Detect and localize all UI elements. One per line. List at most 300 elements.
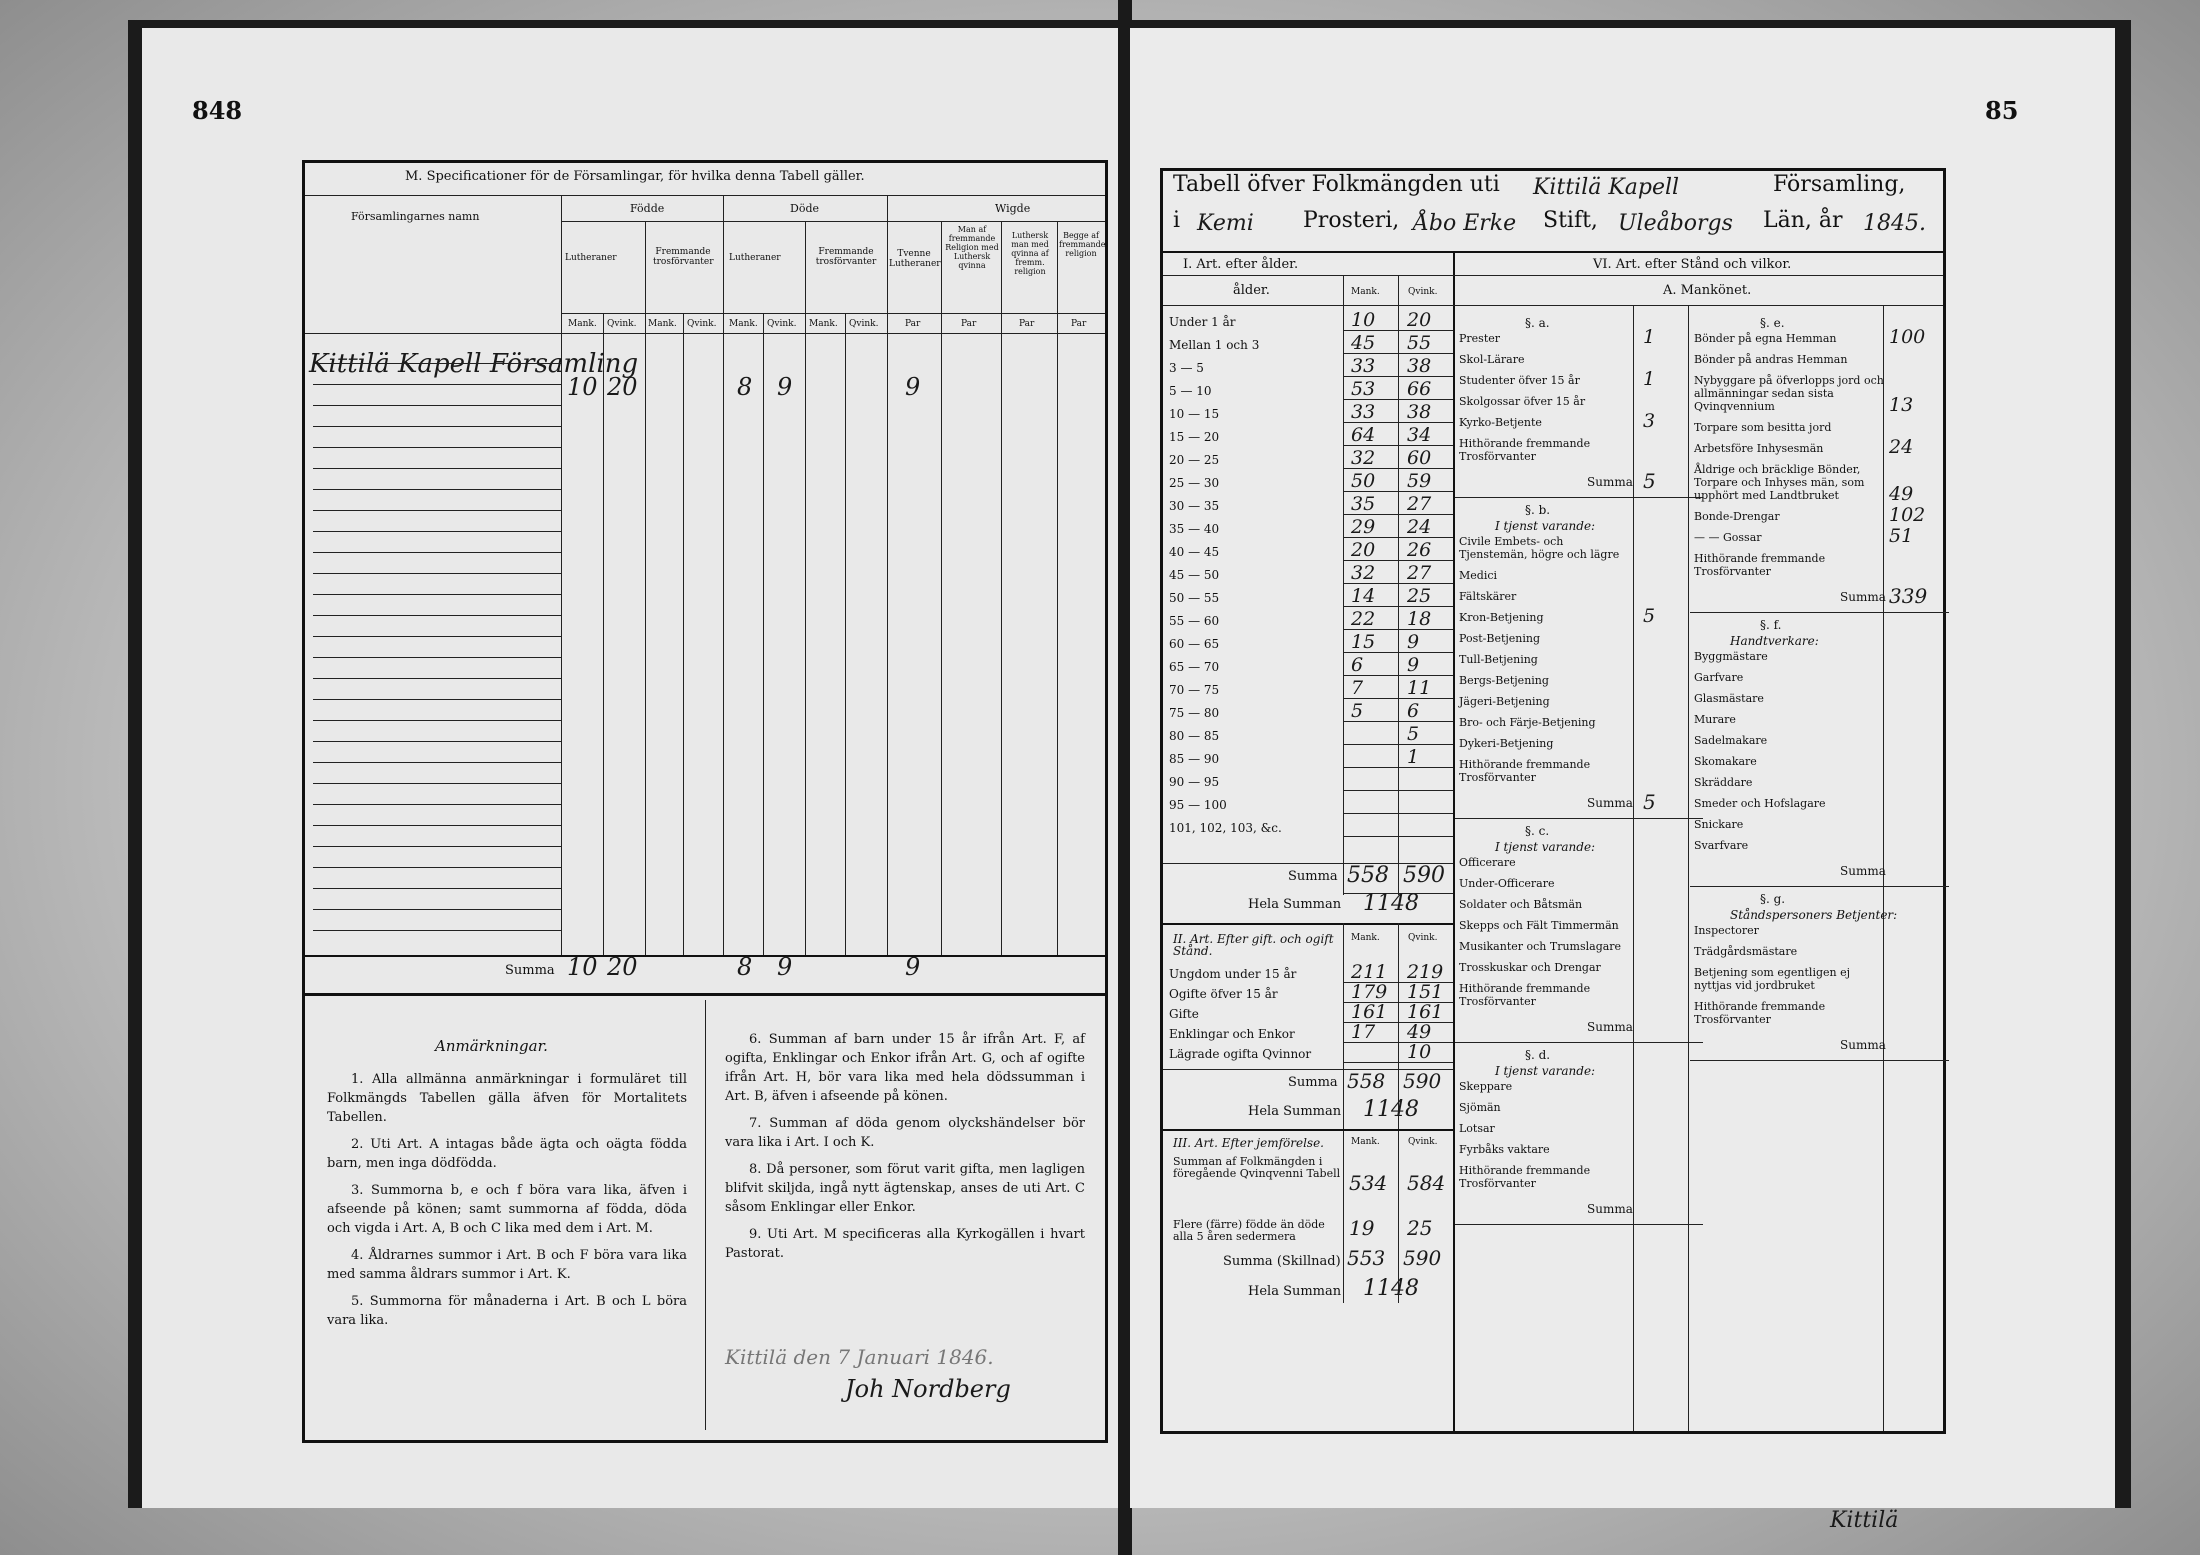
section-item-label: Civile Embets- och Tjenstemän, högre och lägre [1459,535,1620,561]
title-stift: Stift, [1543,208,1598,233]
row-label: Mellan 1 och 3 [1169,338,1260,352]
row-label: 95 — 100 [1169,798,1227,812]
art-1-hela-value: 1148 [1363,891,1419,916]
signature-place-date: Kittilä den 7 Januari 1846. [725,1345,994,1369]
section-item-label: Prester [1459,332,1501,345]
row-male-value: 6 [1351,654,1364,676]
art-2-hela-summan: Hela Summan [1248,1104,1342,1119]
section-item-label: Hithörande fremmande Trosförvanter [1459,1164,1591,1190]
section-item-value: 49 [1889,483,1914,505]
ruled-line [313,909,561,910]
section-summa: Summa [1587,1020,1633,1034]
section-item-label: Officerare [1459,856,1516,869]
row-rule [1343,514,1453,515]
row-female-value: 38 [1407,401,1432,423]
row-rule [1343,583,1453,584]
row-rule [1343,629,1453,630]
row-rule [1343,1042,1453,1043]
section-item-label: Musikanter och Trumslagare [1459,940,1622,953]
note-7: 7. Summan af döda genom olyckshändelser bör vara lika i Art. I och K. [725,1116,1085,1150]
sub-par: Par [905,319,921,329]
row-male-value: 64 [1351,424,1376,446]
section-item-label: Murare [1694,713,1736,726]
section-item-label: Bergs-Betjening [1459,674,1549,687]
sub-mank: Mank. [648,319,677,329]
note-6: 6. Summan af barn under 15 år ifrån Art. F, af ogifta, Enklingar och Enkor ifrån Art. G, och af ogifte ifrån Art. H, bör vara lika med hela dödssumman i Art. B, äfven i afseende på könen. [725,1032,1085,1104]
row-rule [1343,813,1453,814]
title-year-hw: 1845. [1863,211,1926,236]
title-prosteri-hw: Kemi [1197,211,1254,236]
row-male-value: 33 [1351,401,1376,423]
left-page-number: 848 [192,96,243,125]
table-title: M. Specificationer för de Församlingar, för hvilka denna Tabell gäller. [405,169,865,184]
art-1-summa-female: 590 [1403,863,1445,888]
section-item-label: Trädgårdsmästare [1694,945,1798,958]
art-3-row-1-female: 584 [1407,1171,1446,1195]
art-2-hela-value: 1148 [1363,1097,1419,1122]
row-rule [1343,445,1453,446]
section-item-label: Glasmästare [1694,692,1764,705]
section-item-label: Trosskuskar och Drengar [1459,961,1601,974]
section-item-label: Tull-Betjening [1459,653,1538,666]
signature: Joh Nordberg [845,1375,1011,1403]
section-item-label: Skeppare [1459,1080,1513,1093]
section-item-label: Kron-Betjening [1459,611,1544,624]
section-item-label: Torpare som besitta jord [1694,421,1832,434]
section-summa-value: 5 [1643,469,1656,493]
title-lan: Län, år [1763,208,1843,233]
art-1-hela-summan: Hela Summan [1248,897,1342,912]
ruled-line [313,510,561,511]
section-title: §. a. [1525,316,1550,330]
notes-section [302,990,1108,1443]
row-rule [1343,560,1453,561]
section-item-label: Post-Betjening [1459,632,1541,645]
row-female-value: 49 [1407,1021,1432,1043]
row-male-value: 35 [1351,493,1376,515]
title-prefix: Tabell öfver Folkmängden uti [1173,172,1500,197]
section-item-label: Lotsar [1459,1122,1495,1135]
section-item-label: Bonde-Drengar [1694,510,1780,523]
row-label: Enklingar och Enkor [1169,1027,1295,1041]
section-item-label: Fyrbåks vaktare [1459,1143,1550,1156]
art-1-heading: I. Art. efter ålder. [1183,257,1299,272]
ruled-line [313,804,561,805]
ruled-line [313,636,561,637]
row-female-value: 25 [1407,585,1432,607]
row-label: 80 — 85 [1169,729,1220,743]
summa-born-female: 20 [607,953,638,981]
dead-other-faith: Fremmande trosförvanter [815,247,877,267]
section-divider [1690,1060,1949,1061]
art-6-heading: VI. Art. efter Stånd och vilkor. [1593,257,1792,272]
section-item-label: Hithörande fremmande Trosförvanter [1459,437,1591,463]
section-summa: Summa [1587,796,1633,810]
section-item-label: Hithörande fremmande Trosförvanter [1459,982,1591,1008]
row-label: 90 — 95 [1169,775,1220,789]
right-page [1130,20,2131,1533]
sub-qvink: Qvink. [849,319,879,329]
section-item-label: Åldrige och bräcklige Bönder, Torpare och Inhyses män, som upphört med Landtbruket [1694,463,1865,502]
row-female-value: 38 [1407,355,1432,377]
row-female-value: 24 [1407,516,1432,538]
col-wed: Wigde [995,202,1031,215]
row-male-value: 15 [1351,631,1376,653]
section-summa: Summa [1587,475,1633,489]
row-label: 75 — 80 [1169,706,1220,720]
section-item-label: Skolgossar öfver 15 år [1459,395,1586,408]
row-rule [1343,790,1453,791]
section-item-label: Smeder och Hofslagare [1694,797,1826,810]
row-rule [1343,1062,1453,1063]
section-item-label: Bönder på egna Hemman [1694,332,1837,345]
row-female-value: 11 [1407,677,1432,699]
row-rule [1343,744,1453,745]
note-8: 8. Då personer, som förut varit gifta, men lagligen blifvit skiljda, ingå nytt ägtenskap, anses de uti Art. C såsom Enklingar eller Enkor. [725,1162,1085,1215]
row-label: 101, 102, 103, &c. [1169,821,1282,835]
note-3: 3. Summorna b, e och f böra vara lika, äfven i afseende på könen; samt summorna af födda, döda och vigda i Art. A, B och C lika med dem i Art. M. [327,1183,687,1236]
col-dead: Döde [790,202,819,215]
row-female-value: 55 [1407,332,1432,354]
art-1-summa: Summa [1288,869,1338,884]
section-divider [1455,1224,1703,1225]
section-item-label: Skepps och Fält Timmermän [1459,919,1619,932]
ruled-line [313,678,561,679]
section-item-value: 3 [1643,410,1656,432]
row-male-value: 32 [1351,447,1376,469]
row-female-value: 151 [1407,981,1444,1003]
born-lutheran-male-value: 10 [567,373,598,401]
row-female-value: 20 [1407,309,1432,331]
section-divider [1690,886,1949,887]
ruled-line [313,783,561,784]
section-item-label: Inspectorer [1694,924,1759,937]
note-9: 9. Uti Art. M specificeras alla Kyrkogällen i hvart Pastorat. [725,1227,1085,1261]
row-rule [1343,836,1453,837]
row-male-value: 211 [1351,961,1388,983]
row-rule [1343,767,1453,768]
section-item-label: Skräddare [1694,776,1753,789]
row-label: Under 1 år [1169,315,1236,329]
row-label: 25 — 30 [1169,476,1220,490]
dead-lutheran-female-value: 9 [777,373,793,401]
wed-two-lutherans: Tvenne Lutheraner [889,249,941,269]
row-female-value: 5 [1407,723,1420,745]
section-divider [1455,1042,1703,1043]
row-female-value: 59 [1407,470,1432,492]
row-rule [1343,353,1453,354]
row-label: 45 — 50 [1169,568,1220,582]
ruled-line [313,867,561,868]
ruled-line [313,489,561,490]
section-item-label: Svarfvare [1694,839,1749,852]
section-item-label: Nybyggare på öfverlopps jord och allmänningar sedan sista Qvinqvennium [1694,374,1884,413]
wed-lutheran-value: 9 [905,373,921,401]
section-item-label: Sadelmakare [1694,734,1768,747]
row-male-value: 10 [1351,309,1376,331]
section-item-label: Hithörande fremmande Trosförvanter [1694,552,1826,578]
wed-both-other: Begge af fremmande religion [1059,231,1106,258]
section-summa: Summa [1587,1202,1633,1216]
row-female-value: 9 [1407,654,1420,676]
ruled-line [313,720,561,721]
art-1-qvink: Qvink. [1408,287,1438,297]
row-label: 40 — 45 [1169,545,1220,559]
row-female-value: 10 [1407,1041,1432,1063]
section-item-label: Snickare [1694,818,1744,831]
row-female-value: 6 [1407,700,1420,722]
section-item-label: Jägeri-Betjening [1459,695,1550,708]
art-3-mank: Mank. [1351,1137,1380,1147]
ruled-line [313,741,561,742]
col-parish-name: Församlingarnes namn [351,210,480,223]
row-label: 35 — 40 [1169,522,1220,536]
row-label: 5 — 10 [1169,384,1212,398]
row-label: 55 — 60 [1169,614,1220,628]
corner-annotation: Kittilä [1830,1508,1899,1533]
row-label: 10 — 15 [1169,407,1220,421]
row-female-value: 9 [1407,631,1420,653]
section-item-label: Byggmästare [1694,650,1768,663]
ruled-line [313,846,561,847]
section-title: §. c. [1525,824,1550,838]
ruled-line [313,384,561,385]
row-label: 15 — 20 [1169,430,1220,444]
section-item-value: 51 [1889,525,1914,547]
ruled-line [313,426,561,427]
sub-qvink: Qvink. [607,319,637,329]
notes-col-2 [725,1030,1085,1271]
section-summa: Summa [1840,864,1886,878]
section-summa: Summa [1840,590,1886,604]
art-3-summa-male: 553 [1347,1246,1386,1270]
row-male-value: 32 [1351,562,1376,584]
ruled-line [313,447,561,448]
art-1-summa-male: 558 [1347,863,1389,888]
title-lan-hw: Uleåborgs [1618,211,1733,236]
section-item-label: Under-Officerare [1459,877,1555,890]
row-rule [1343,468,1453,469]
sub-mank: Mank. [729,319,758,329]
section-item-label: Kyrko-Betjente [1459,416,1542,429]
dead-lutheran: Lutheraner [729,253,781,263]
row-female-value: 27 [1407,562,1432,584]
section-title: §. g. [1760,892,1786,906]
section-item-label: Soldater och Båtsmän [1459,898,1583,911]
note-5: 5. Summorna för månaderna i Art. B och L böra vara lika. [327,1294,687,1328]
row-male-value: 14 [1351,585,1376,607]
section-item-value: 5 [1643,605,1656,627]
section-item-value: 24 [1889,436,1914,458]
ruled-line [313,699,561,700]
art-3-row-2-female: 25 [1407,1216,1433,1240]
row-female-value: 18 [1407,608,1432,630]
art-3-hela-summan: Hela Summan [1248,1284,1342,1299]
art-3-row-2: Flere (färre) födde än döde alla 5 åren sedermera [1173,1218,1325,1243]
row-male-value: 20 [1351,539,1376,561]
ruled-line [313,825,561,826]
section-subtitle: I tjenst varande: [1495,840,1596,854]
ruled-line [313,615,561,616]
section-summa-value: 5 [1643,790,1656,814]
row-male-value: 161 [1351,1001,1388,1023]
ruled-line [313,531,561,532]
row-female-value: 60 [1407,447,1432,469]
section-subtitle: Handtverkare: [1730,634,1819,648]
art-2-qvink: Qvink. [1408,933,1438,943]
art-3-row-1-male: 534 [1349,1171,1388,1195]
right-page-number: 85 [1985,96,2019,125]
title-prosteri: Prosteri, [1303,208,1400,233]
row-rule [1343,422,1453,423]
wed-man-other: Man af fremmande Religion med Luthersk qvinna [945,225,999,270]
section-title: §. e. [1760,316,1785,330]
sub-qvink: Qvink. [687,319,717,329]
note-4: 4. Åldrarnes summor i Art. B och F böra vara lika med samma åldrars summor i Art. K. [327,1248,687,1282]
row-rule [1343,721,1453,722]
ruled-line [313,594,561,595]
section-item-label: Sjömän [1459,1101,1501,1114]
row-female-value: 27 [1407,493,1432,515]
art-3-qvink: Qvink. [1408,1137,1438,1147]
section-summa: Summa [1840,1038,1886,1052]
sub-par: Par [961,319,977,329]
section-item-value: 1 [1643,326,1656,348]
section-item-label: Medici [1459,569,1498,582]
specification-table [302,160,1108,996]
section-summa-value: 339 [1889,584,1928,608]
population-table [1160,168,1946,1434]
sub-qvink: Qvink. [767,319,797,329]
row-label: 20 — 25 [1169,453,1220,467]
section-item-value: 102 [1889,504,1926,526]
ruled-line [313,762,561,763]
row-female-value: 66 [1407,378,1432,400]
art-2-summa-male: 558 [1347,1069,1386,1093]
section-divider [1455,497,1703,498]
section-title: §. b. [1525,503,1551,517]
row-label: 30 — 35 [1169,499,1220,513]
row-rule [1343,376,1453,377]
row-label: 60 — 65 [1169,637,1220,651]
sub-par: Par [1071,319,1087,329]
section-subtitle: I tjenst varande: [1495,1064,1596,1078]
row-label: Ungdom under 15 år [1169,967,1297,981]
ruled-line [313,930,561,931]
note-1: 1. Alla allmänna anmärkningar i formuläret till Folkmängds Tabellen gälla äfven för Mortalitets Tabellen. [327,1072,687,1125]
section-item-label: Betjening som egentligen ej nyttjas vid jordbruket [1694,966,1851,992]
row-label: Gifte [1169,1007,1199,1021]
section-item-value: 100 [1889,326,1926,348]
section-item-label: Skol-Lärare [1459,353,1525,366]
section-subtitle: I tjenst varande: [1495,519,1596,533]
note-2: 2. Uti Art. A intagas både ägta och oägta födda barn, men inga dödfödda. [327,1137,687,1171]
row-female-value: 34 [1407,424,1432,446]
dead-lutheran-male-value: 8 [737,373,753,401]
section-title: §. f. [1760,618,1782,632]
col-born: Födde [630,202,665,215]
left-page [128,20,1132,1508]
row-label: 50 — 55 [1169,591,1220,605]
art-2-mank: Mank. [1351,933,1380,943]
row-male-value: 17 [1351,1021,1376,1043]
row-label: Ogifte öfver 15 år [1169,987,1278,1001]
row-label: Lägrade ogifta Qvinnor [1169,1047,1312,1061]
row-rule [1343,491,1453,492]
title-stift-hw: Åbo Erke [1413,211,1517,236]
section-subtitle: Ståndspersoners Betjenter: [1730,908,1898,922]
row-male-value: 22 [1351,608,1376,630]
art-3-row-1: Summan af Folkmängden i föregående Qvinqvenni Tabell [1173,1155,1341,1180]
section-item-label: Bro- och Färje-Betjening [1459,716,1596,729]
row-label: 85 — 90 [1169,752,1220,766]
art-3-summa-skillnad: Summa (Skillnad) [1223,1254,1341,1269]
section-item-label: Garfvare [1694,671,1744,684]
row-rule [1343,606,1453,607]
art-2-heading: II. Art. Efter gift. och ogift Stånd. [1173,932,1334,958]
title-parish-hw: Kittilä Kapell [1533,175,1680,200]
row-female-value: 219 [1407,961,1444,983]
row-male-value: 45 [1351,332,1376,354]
row-rule [1343,330,1453,331]
summa-born-male: 10 [567,953,598,981]
row-label: 3 — 5 [1169,361,1204,375]
title-forsamling: Församling, [1773,172,1906,197]
art-1-alder: ålder. [1233,283,1270,298]
section-item-label: Dykeri-Betjening [1459,737,1554,750]
summa-label: Summa [505,963,555,978]
section-item-label: Arbetsföre Inhysesmän [1694,442,1824,455]
section-item-label: Hithörande fremmande Trosförvanter [1459,758,1591,784]
art-2-summa-female: 590 [1403,1069,1442,1093]
section-item-label: Fältskärer [1459,590,1517,603]
row-male-value: 5 [1351,700,1364,722]
section-title: §. d. [1525,1048,1551,1062]
row-male-value: 50 [1351,470,1376,492]
row-female-value: 161 [1407,1001,1444,1023]
summa-dead-male: 8 [737,953,753,981]
section-divider [1455,818,1703,819]
row-rule [1343,537,1453,538]
sub-mank: Mank. [568,319,597,329]
ruled-line [313,888,561,889]
section-item-label: — — Gossar [1694,531,1762,544]
born-other-faith: Fremmande trosförvanter [653,247,714,267]
section-item-value: 1 [1643,368,1656,390]
art-3-heading: III. Art. Efter jemförelse. [1173,1136,1324,1150]
row-female-value: 1 [1407,746,1420,768]
row-rule [1343,652,1453,653]
ruled-line [313,405,561,406]
section-item-label: Hithörande fremmande Trosförvanter [1694,1000,1826,1026]
summa-wed: 9 [905,953,921,981]
ruled-line [313,657,561,658]
ruled-line [313,468,561,469]
row-male-value: 179 [1351,981,1388,1003]
art-1-mank: Mank. [1351,287,1380,297]
art-3-hela-value: 1148 [1363,1276,1419,1301]
art-3-row-2-male: 19 [1349,1216,1375,1240]
row-male-value: 29 [1351,516,1376,538]
art-2-summa: Summa [1288,1075,1338,1090]
row-label: 65 — 70 [1169,660,1220,674]
art-6-subheading: A. Mankönet. [1663,283,1752,298]
title-i: i [1173,208,1181,233]
ruled-line [313,573,561,574]
wed-lutheran-man: Luthersk man med qvinna af fremm. religion [1011,231,1049,276]
section-divider [1690,612,1949,613]
sub-mank: Mank. [809,319,838,329]
